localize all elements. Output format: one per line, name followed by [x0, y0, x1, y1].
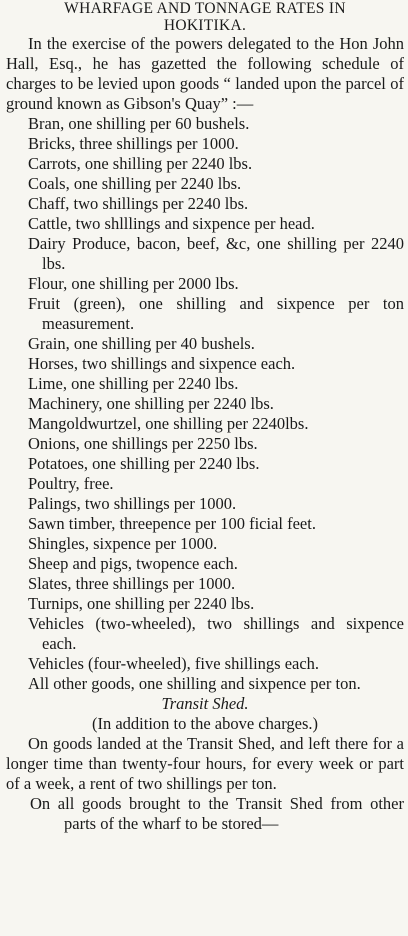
- list-item: Lime, one shilling per 2240 lbs.: [28, 374, 239, 393]
- list-item: Fruit (green), one shilling and sixpence per ton measurement.: [28, 294, 404, 333]
- list-item: Flour, one shilling per 2000 lbs.: [28, 274, 239, 293]
- list-item: All other goods, one shilling and sixpence per ton.: [28, 674, 361, 693]
- list-item: Sawn timber, threepence per 100 ficial feet.: [28, 514, 316, 533]
- list-item: Bricks, three shillings per 1000.: [28, 134, 239, 153]
- list-item: Coals, one shilling per 2240 lbs.: [28, 174, 242, 193]
- list-item: Horses, two shillings and sixpence each.: [28, 354, 296, 373]
- intro-paragraph: In the exercise of the powers delegated to the Hon John Hall, Esq., he has gazetted the following schedule of charges to be levied upon goods “ landed upon the parcel of ground known as Gibson's Quay” :—: [6, 34, 404, 113]
- rates-list: [6, 114, 404, 694]
- list-item: Dairy Produce, bacon, beef, &c, one shilling per 2240 lbs.: [28, 234, 404, 273]
- list-item: Palings, two shillings per 1000.: [28, 494, 237, 513]
- headline-line-1: WHARFAGE AND TONNAGE RATES IN: [64, 0, 346, 17]
- list-item: Vehicles (two-wheeled), two shillings and sixpence each.: [28, 614, 404, 653]
- headline-line-2: HOKITIKA.: [163, 17, 247, 34]
- list-item: Onions, one shillings per 2250 lbs.: [28, 434, 258, 453]
- list-item: Bran, one shilling per 60 bushels.: [28, 114, 250, 133]
- list-item: Chaff, two shillings per 2240 lbs.: [28, 194, 249, 213]
- list-item: Shingles, sixpence per 1000.: [28, 534, 218, 553]
- list-item: Potatoes, one shilling per 2240 lbs.: [28, 454, 260, 473]
- list-item: Turnips, one shilling per 2240 lbs.: [28, 594, 255, 613]
- list-item: Vehicles (four-wheeled), five shillings each.: [28, 654, 320, 673]
- section-note: (In addition to the above charges.): [91, 714, 319, 733]
- list-item: Grain, one shilling per 40 bushels.: [28, 334, 255, 353]
- transit-paragraph: On goods landed at the Transit Shed, and left there for a longer time than twenty-four hours, for every week or part of a week, a rent of two shillings per ton.: [6, 734, 404, 793]
- transit-paragraph-2: On all goods brought to the Transit Shed from other parts of the wharf to be stored—: [30, 794, 404, 833]
- list-item: Carrots, one shilling per 2240 lbs.: [28, 154, 253, 173]
- article-headline: [6, 0, 404, 34]
- list-item: Poultry, free.: [28, 474, 114, 493]
- list-item: Sheep and pigs, twopence each.: [28, 554, 238, 573]
- list-item: Slates, three shillings per 1000.: [28, 574, 236, 593]
- list-item: Mangoldwurtzel, one shilling per 2240lbs.: [28, 414, 309, 433]
- list-item: Machinery, one shilling per 2240 lbs.: [28, 394, 274, 413]
- section-title: Transit Shed.: [161, 694, 249, 713]
- list-item: Cattle, two shlllings and sixpence per head.: [28, 214, 315, 233]
